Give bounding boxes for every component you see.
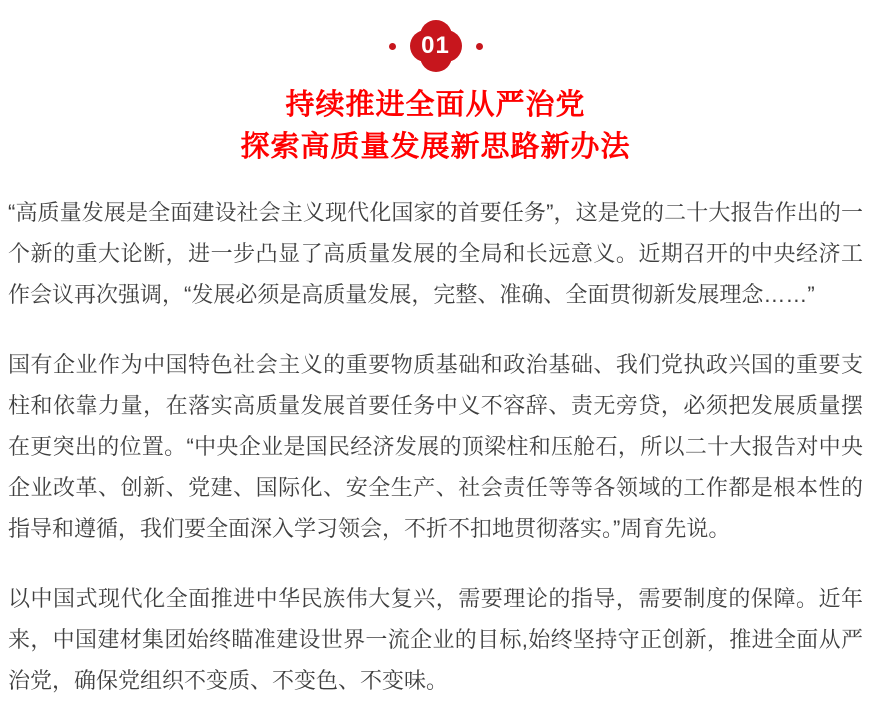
article-title	[8, 84, 863, 168]
body-paragraph-2: 国有企业作为中国特色社会主义的重要物质基础和政治基础、我们党执政兴国的重要支柱和依靠力量，在落实高质量发展首要任务中义不容辞、责无旁贷，必须把发展质量摆在更突出的位置。“中央企业是国民经济发展的顶梁柱和压舱石，所以二十大报告对中央企业改革、创新、党建、国际化、安全生产、社会责任等等各领域的工作都是根本性的指导和遵循，我们要全面深入学习领会，不折不扣地贯彻落实。”周育先说。	[8, 352, 863, 541]
body-paragraph-3: 以中国式现代化全面推进中华民族伟大复兴，需要理论的指导，需要制度的保障。近年来，中国建材集团始终瞄准建设世界一流企业的目标,始终坚持守正创新，推进全面从严治党，确保党组织不变质、不变色、不变味。	[8, 586, 863, 693]
body-paragraph-1: “高质量发展是全面建设社会主义现代化国家的首要任务”，这是党的二十大报告作出的一个新的重大论断，进一步凸显了高质量发展的全局和长远意义。近期召开的中央经济工作会议再次强调，“发展必须是高质量发展，完整、准确、全面贯彻新发展理念……”	[8, 200, 863, 307]
left-dot-icon	[389, 43, 396, 50]
section-badge-row	[8, 20, 863, 72]
section-number-badge-icon	[410, 20, 462, 72]
article-title-line-2: 探索高质量发展新思路新办法	[240, 131, 631, 163]
article-title-line-1: 持续推进全面从严治党	[285, 89, 586, 121]
section-number: 01	[421, 32, 450, 59]
right-dot-icon	[476, 43, 483, 50]
